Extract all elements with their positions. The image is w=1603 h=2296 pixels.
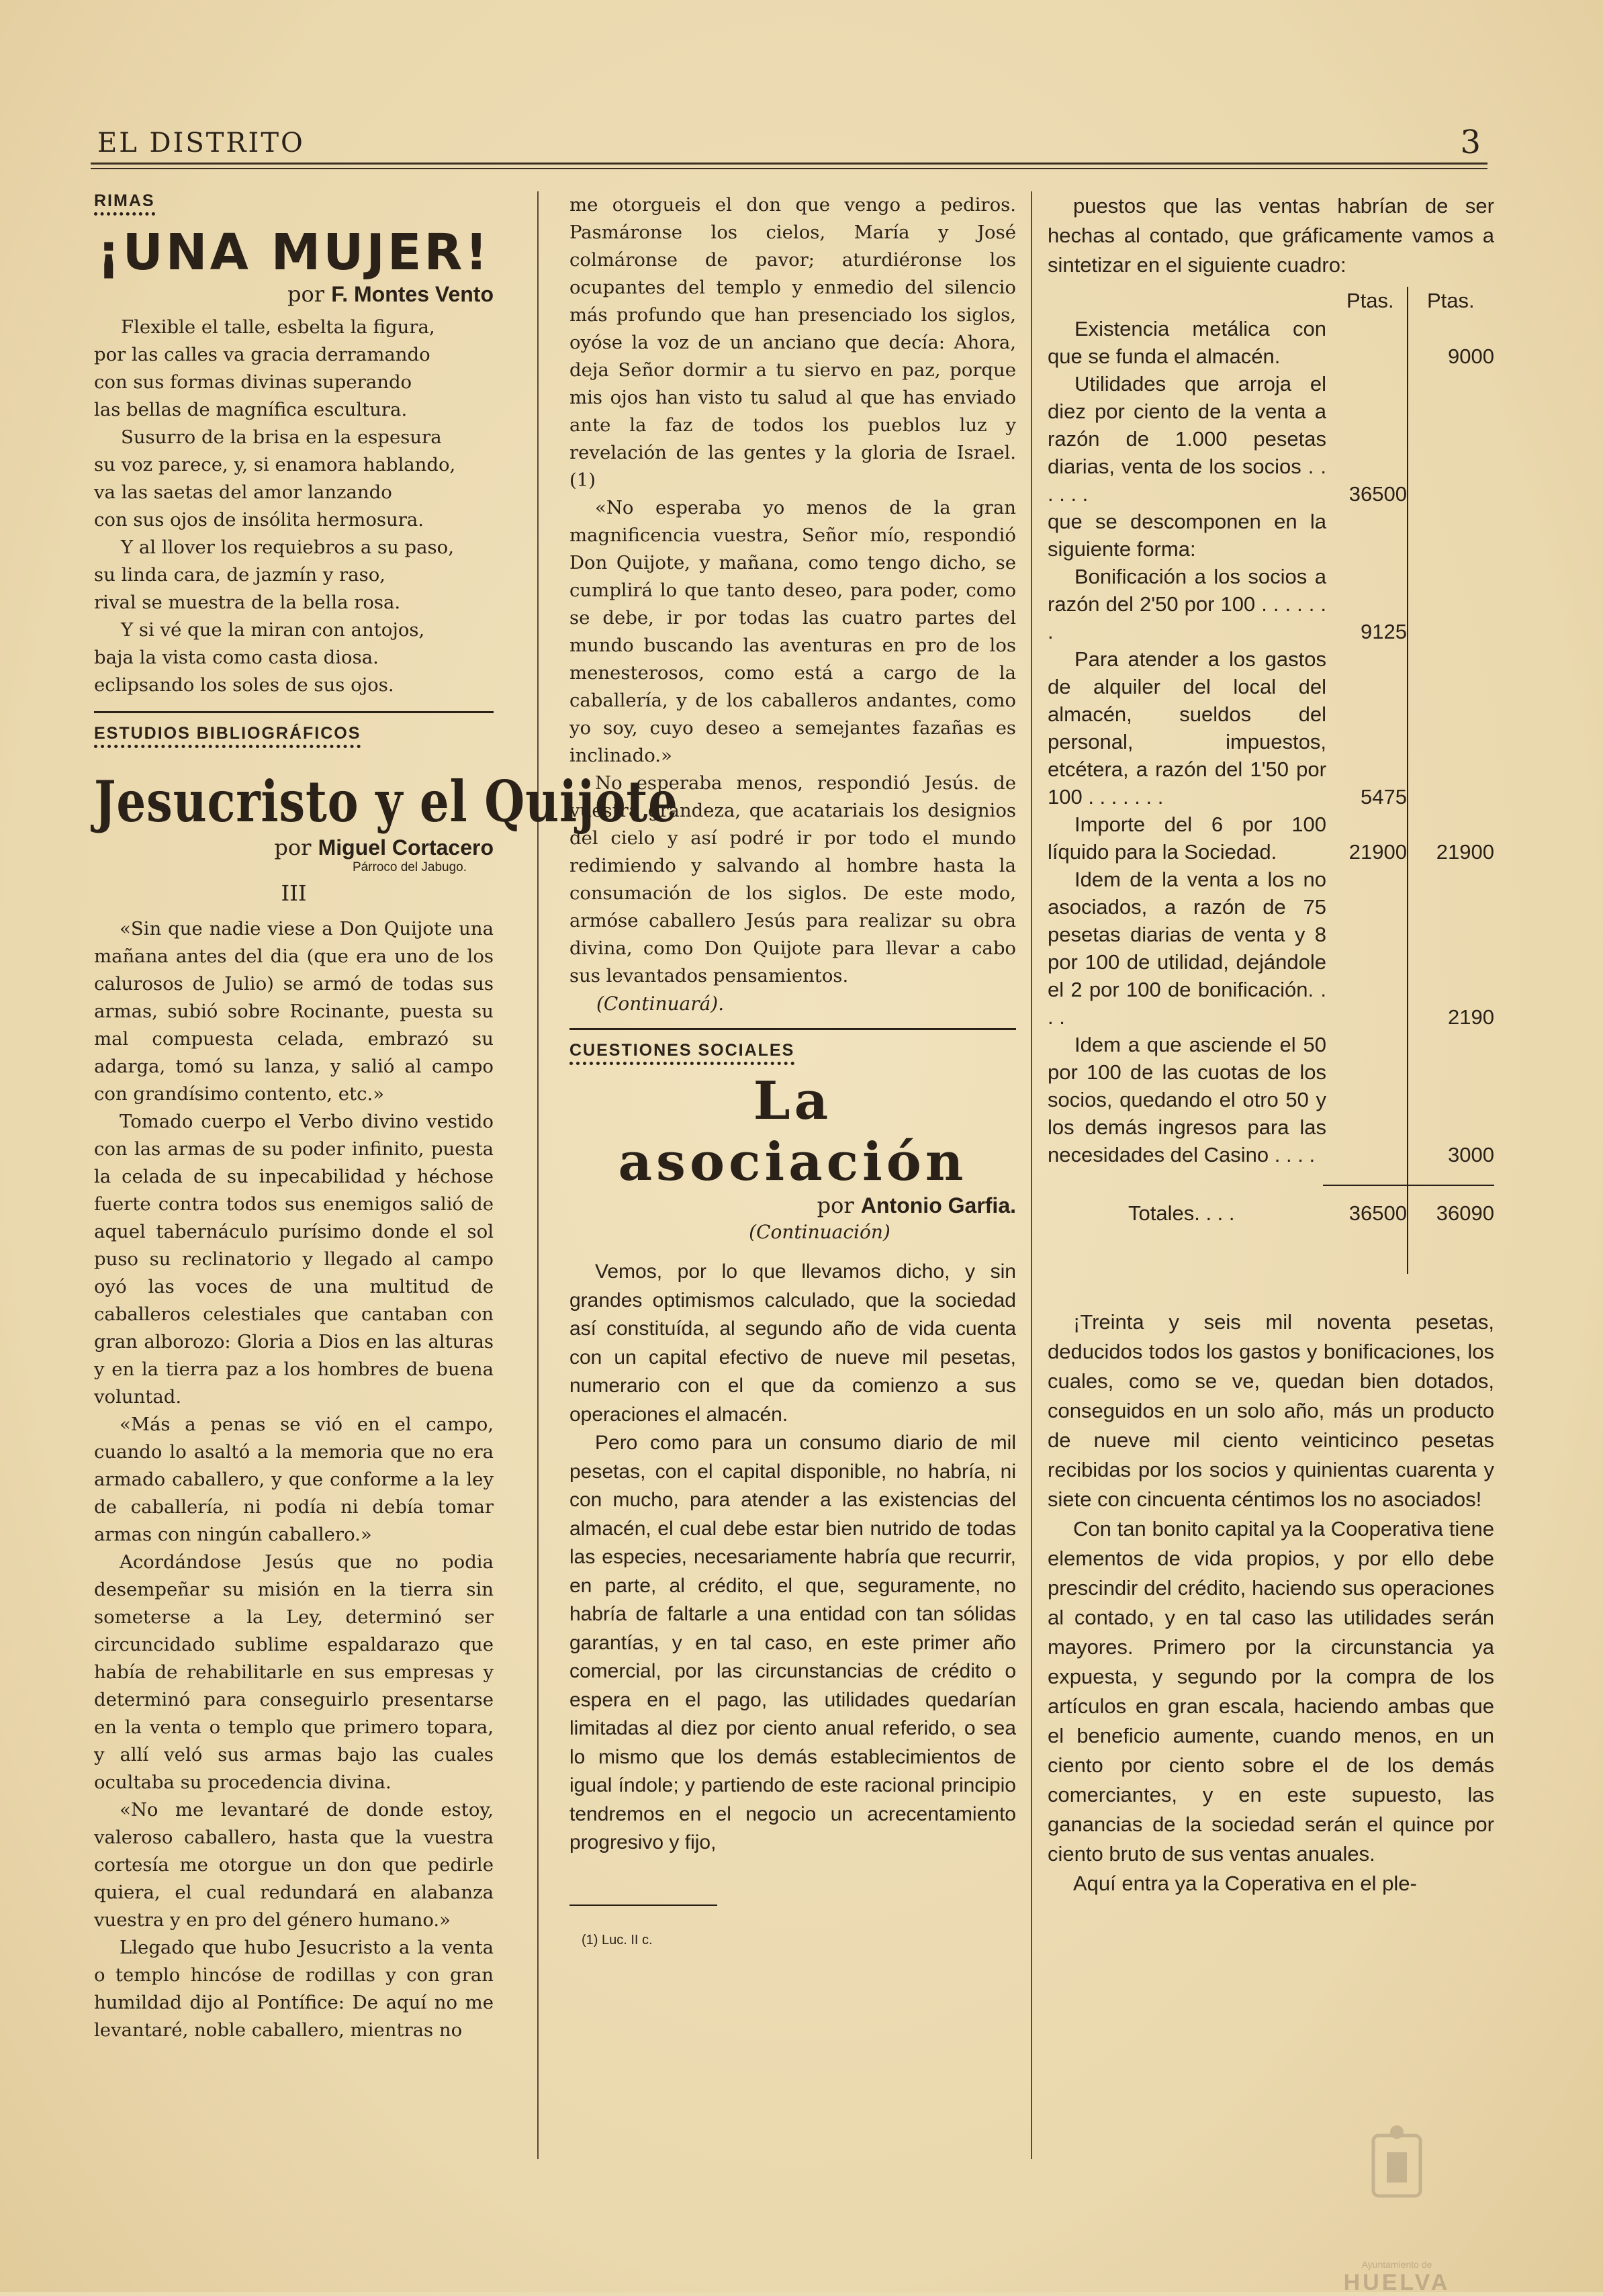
page-header	[91, 124, 1487, 168]
footnote-rule	[569, 1904, 717, 1906]
author-name: Antonio Garfia.	[860, 1193, 1016, 1218]
author-name: F. Montes Vento	[331, 282, 494, 306]
paragraph: Pero como para un consumo diario de mil pesetas, con el capital disponible, no habría, ni con mucho, para atender a las existencias del almacén, el cual debe estar bien nutrido de todas las especies, necesariamente habría que recurrir, en parte, al crédito, el que, seguramente, no habría de faltarle a una entidad con tan sólidas garantías, y en tal caso, en este primer año comercial, por las circunstancias de crédito o espera en el pago, las utilidades quedarían limitadas al diez por ciento anual referido, o sea lo mismo que los demás establecimientos de igual índole; y partiendo de este racional principio tendremos en el negocio un acrecentamiento progresivo y fijo,	[569, 1432, 1016, 1853]
part-number: III	[281, 880, 307, 906]
poem-line: su voz parece, y, si enamora hablando,	[94, 454, 456, 475]
byline: por Antonio Garfia.	[817, 1193, 1016, 1218]
column-divider	[537, 191, 539, 2159]
paragraph: Llegado que hubo Jesucristo a la venta o templo hincóse de rodillas y con gran humildad dijo al Pontífice: De aquí no me levantaré, noble caballero, mientras no	[94, 1937, 494, 2041]
row-value: 5475	[1361, 785, 1407, 809]
paragraph: Con tan bonito capital ya la Cooperativa tiene elementos de vida propios, y por ello debe prescindir del crédito, haciendo sus operaciones al contado, y en tal caso las utilidades serán mayores. Primero por la circunstancia ya expuesta, y segundo por la compra de los artículos en gran escala, haciendo ambas que el beneficio aumente, cuando menos, en un ciento por ciento sobre el de los demás comerciantes, y en este supuesto, las ganancias de la sociedad serán el quince por ciento bruto de sus ventas anuales.	[1048, 1517, 1494, 1866]
article-title: ¡UNA MUJER!	[97, 224, 491, 281]
column-2	[569, 191, 1016, 1948]
table-row	[1048, 563, 1494, 645]
paragraph: me otorgueis el don que vengo a pediros. Pasmáronse los cielos, María y José colmáronse de pavor; aturdiéronse los ocupantes del templo y enmedio del silencio más profundo que han presenciado los siglos, oyóse la voz de un anciano que decía: Ahora, deja Señor dormir a tu siervo en paz, porque mis ojos han visto tu salud al que has enviado ante la faz de todos los pueblos luz y revelación de las gentes y la gloria de Israel. (1)	[569, 194, 1016, 491]
row-value: 2190	[1448, 1005, 1494, 1029]
paragraph: puestos que las ventas habrían de ser hechas al contado, que gráficamente vamos a sintetizar en el siguiente cuadro:	[1048, 194, 1494, 277]
poem-line: rival se muestra de la bella rosa.	[94, 592, 401, 613]
page-number: 3	[1460, 124, 1481, 161]
divider	[94, 711, 494, 713]
poem-line: va las saetas del amor lanzando	[94, 481, 392, 503]
row-label: Importe del 6 por 100 líquido para la Sociedad.	[1048, 813, 1326, 864]
total-value: 36500	[1348, 1201, 1407, 1225]
poem	[94, 314, 494, 699]
row-value: 21900	[1348, 840, 1407, 864]
poem-line: Y al llover los requiebros a su paso,	[121, 537, 454, 558]
watermark	[1336, 2122, 1457, 2295]
row-label: Utilidades que arroja el diez por ciento de la venta a razón de 1.000 pesetas diarias, venta de los socios . . . . . .	[1048, 372, 1326, 506]
paragraph: «Sin que nadie viese a Don Quijote una mañana antes del dia (que era uno de los calurosos de Julio) se armó de todas sus armas, subió sobre Rocinante, puesta su mal compuesta celada, embrazó su adarga, tomó su lanza, y salió al campo con grandísimo contento, etc.»	[94, 918, 494, 1105]
article-body	[569, 1258, 1016, 1857]
watermark-text: HUELVA	[1343, 2270, 1451, 2295]
poem-line: por las calles va gracia derramando	[94, 344, 430, 365]
row-label: Bonificación a los socios a razón del 2'50 por 100 . . . . . . .	[1048, 565, 1326, 643]
column-divider	[1031, 191, 1032, 2159]
table-total	[1048, 1194, 1494, 1234]
table-body	[1048, 315, 1494, 1168]
row-value: 9000	[1448, 345, 1494, 368]
poem-line: Susurro de la brisa en la espesura	[121, 426, 442, 448]
row-label: Idem a que asciende el 50 por 100 de las cuotas de los socios, quedando el otro 50 y los demás ingresos para las necesidades del Casino . . . .	[1048, 1033, 1326, 1166]
poem-line: Flexible el talle, esbelta la figura,	[121, 316, 435, 338]
row-label: Idem de la venta a los no asociados, a razón de 75 pesetas diarias de venta y 8 por 100 de utilidad, dejándole el 2 por 100 de bonificación. . . .	[1048, 868, 1326, 1029]
poem-line: baja la vista como casta diosa.	[94, 647, 379, 668]
section-heading: ESTUDIOS BIBLIOGRÁFICOS	[94, 724, 361, 748]
column-header: Ptas.	[1346, 289, 1394, 312]
article-title: La asociación	[618, 1070, 968, 1193]
newspaper-title: EL DISTRITO	[97, 128, 305, 158]
paragraph: «No me levantaré de donde estoy, valeroso caballero, hasta que la vuestra cortesía me otorgue un don que pedirle quiera, el cual redundará en alabanza vuestra y en pro del género humano.»	[94, 1799, 494, 1931]
paragraph: Vemos, por lo que llevamos dicho, y sin grandes optimismos calculado, que la sociedad así constituída, al segundo año de vida cuenta con un capital efectivo de nueve mil pesetas, numerario con el que da comienzo a sus operaciones el almacén.	[569, 1260, 1016, 1426]
watermark-text: Ayuntamiento de	[1361, 2259, 1432, 2270]
accounts-table	[1048, 287, 1494, 1307]
poem-line: con sus formas divinas superando	[94, 371, 412, 393]
table-row	[1048, 645, 1494, 811]
table-row	[1048, 811, 1494, 866]
row-value: 9125	[1361, 620, 1407, 643]
table-row	[1048, 370, 1494, 508]
total-rule	[1323, 1185, 1494, 1186]
row-value: 3000	[1448, 1143, 1494, 1166]
row-label: Existencia metálica con que se funda el almacén.	[1048, 317, 1326, 368]
table-row	[1048, 1031, 1494, 1168]
paragraph: Tomado cuerpo el Verbo divino vestido con las armas de su poder infinito, puesta la celada de su inpecabilidad y héchose fuerte contra todos sus enemigos salió de aquel tabernáculo purísimo donde el sol puso su reclinatorio y llegado al campo oyó las voces de una multitud de caballeros celestiales que cantaban con gran alborozo: Gloria a Dios en las alturas y en la tierra paz a los hombres de buena voluntad.	[94, 1111, 494, 1408]
author-role: Párroco del Jabugo.	[352, 860, 467, 874]
paragraph: «Más a penas se vió en el campo, cuando lo asaltó a la memoria que no era armado caballero, y que conforme a la ley de caballería, ni podía ni debía tomar armas con ningún caballero.»	[94, 1414, 494, 1545]
rimas-article	[94, 191, 494, 699]
article-body	[569, 191, 1016, 990]
poem-line: su linda cara, de jazmín y raso,	[94, 564, 386, 586]
column-3	[1048, 191, 1494, 1898]
paragraph: No esperaba menos, respondió Jesús. de vuestra grandeza, que acatariais los designios del cielo y así podré ir por todo el mundo redimiendo y salvando al hombre hasta la consumación de los siglos. De este modo, armóse caballero Jesús para realizar su obra divina, como Don Quijote para llevar a cabo sus levantados pensamientos.	[569, 772, 1016, 986]
poem-line: Y si vé que la miran con antojos,	[121, 619, 425, 641]
cuestiones-article	[569, 1041, 1016, 1857]
column-header: Ptas.	[1427, 289, 1475, 312]
table-header	[1048, 287, 1494, 315]
continuara: (Continuará).	[596, 993, 725, 1015]
poem-line: las bellas de magnífica escultura.	[94, 399, 408, 420]
table-row	[1048, 315, 1494, 370]
total-label: Totales. . . .	[1128, 1201, 1235, 1225]
poem-line: eclipsando los soles de sus ojos.	[94, 674, 394, 696]
article-body	[1048, 191, 1494, 280]
paragraph: Acordándose Jesús que no podia desempeñar su misión en la tierra sin someterse a la Ley, determinó ser circuncidado sublime espaldarazo que había de rehabilitarle en sus empresas y determinó para conseguirlo presentarse en la venta o templo que primero topara, y allí veló sus armas bajo las cuales ocultaba su procedencia divina.	[94, 1551, 494, 1793]
table-row	[1048, 866, 1494, 1031]
header-rule	[91, 168, 1487, 169]
header-rule	[91, 163, 1487, 165]
divider	[569, 1028, 1016, 1030]
poem-line: con sus ojos de insólita hermosura.	[94, 509, 424, 531]
paragraph: ¡Treinta y seis mil noventa pesetas, deducidos todos los gastos y bonificaciones, los cuales, como se ve, quedan bien dotados, conseguidos en un solo año, más un producto de nueve mil ciento veinticinco pesetas recibidas por los socios y quinientas cuarenta y siete con cincuenta céntimos los no asociados!	[1048, 1310, 1494, 1511]
paragraph: Aquí entra ya la Coperativa en el ple-	[1073, 1872, 1417, 1895]
table-row	[1048, 508, 1494, 563]
author-name: Miguel Cortacero	[318, 835, 494, 860]
total-value: 36090	[1436, 1201, 1494, 1225]
section-heading: CUESTIONES SOCIALES	[569, 1041, 794, 1065]
city-seal-icon	[1336, 2122, 1457, 2256]
row-label: Para atender a los gastos de alquiler del local del almacén, sueldos del personal, impuestos, etcétera, a razón del 1'50 por 100 . . . . . . .	[1048, 647, 1326, 809]
footnote: (1) Luc. II c.	[582, 1932, 653, 1947]
article-title: Jesucristo y el Quijote	[94, 768, 678, 835]
row-value: 36500	[1348, 482, 1407, 506]
paragraph: «No esperaba yo menos de la gran magnificencia vuestra, Señor mío, respondió Don Quijote, y mañana, como tengo dicho, se cumplirá lo que tanto deseo, para poder, como se debe, ir por todas las cuatro partes del mundo buscando las aventuras en pro de los menesterosos, como está a cargo de la caballería, y de los caballeros andantes, como yo soy, cuyo deseo a semejantes fazañas es inclinado.»	[569, 497, 1016, 766]
article-body	[1048, 1307, 1494, 1898]
row-value: 21900	[1436, 840, 1494, 864]
section-heading: RIMAS	[94, 191, 155, 216]
byline: por F. Montes Vento	[287, 281, 494, 307]
continuation-note: (Continuación)	[749, 1221, 890, 1243]
byline: por Miguel Cortacero	[274, 835, 494, 860]
row-label: que se descomponen en la siguiente forma:	[1048, 510, 1326, 561]
article-body	[94, 915, 494, 2044]
